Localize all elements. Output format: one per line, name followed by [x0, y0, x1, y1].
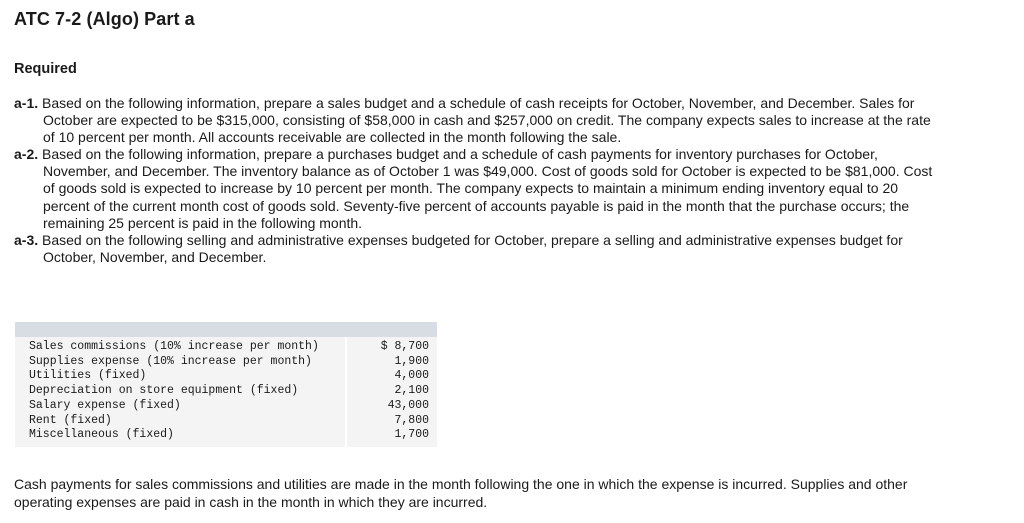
expense-label: Supplies expense (10% increase per month) — [15, 355, 346, 370]
expense-amount: 2,100 — [394, 384, 429, 398]
expense-table-container — [15, 322, 437, 447]
expense-amount: $ 8,700 — [380, 340, 429, 353]
expense-label: Salary expense (fixed) — [15, 399, 346, 414]
expense-label: Depreciation on store equipment (fixed) — [15, 384, 346, 399]
expense-amount: 7,800 — [394, 413, 429, 427]
table-header-bar — [15, 322, 437, 337]
expense-amount: 1,900 — [394, 354, 429, 368]
expense-amount: 43,000 — [387, 398, 429, 412]
table-row — [15, 337, 437, 355]
requirement-label: a-2. — [14, 146, 39, 163]
required-heading: Required — [14, 61, 77, 77]
table-row — [15, 355, 437, 370]
footer-note: Cash payments for sales commissions and utilities are made in the month following the one in which the expense is incurred. Supplies and other operating expenses are paid in cash in the month in which they are incurred. — [14, 476, 908, 510]
requirement-label: a-3. — [14, 231, 39, 248]
table-row — [15, 414, 437, 429]
expense-label: Miscellaneous (fixed) — [15, 428, 346, 447]
table-row — [15, 369, 437, 384]
requirement-text: Based on the following selling and administrative expenses budgeted for October, prepare a selling and administrative expenses budget for October, November, and December. — [42, 231, 903, 265]
requirement-text: Based on the following information, prepare a purchases budget and a schedule of cash payments for inventory purchases for October, November, and December. The inventory balance as of October 1 was $49,000. Cost of goods sold for October is expected to be $81,000. Cost of goods sold is expected to increase by 10 percent per month. The company expects to maintain a minimum ending inventory equal to 20 percent of the current month cost of goods sold. Seventy-five percent of accounts payable is paid in the month that the purchase occurs; the remaining 25 percent is paid in the following month. — [42, 146, 933, 231]
requirement-text: Based on the following information, prepare a sales budget and a schedule of cash receipts for October, November, and December. Sales for October are expected to be $315,000, consisting of $58,000 in cash and $257,000 on credit. The company expects sales to increase at the rate of 10 percent per month. All accounts receivable are collected in the month following the sale. — [42, 95, 931, 146]
requirements-list — [14, 95, 939, 266]
expense-label: Utilities (fixed) — [15, 369, 346, 384]
expense-amount: 4,000 — [394, 369, 429, 383]
requirement-label: a-1. — [14, 95, 39, 111]
expense-amount: 1,700 — [394, 428, 429, 442]
expense-label: Sales commissions (10% increase per month) — [15, 337, 346, 355]
requirement-a3 — [14, 232, 939, 266]
table-row — [15, 384, 437, 399]
expense-label: Rent (fixed) — [15, 414, 346, 429]
table-row — [15, 428, 437, 447]
requirement-a2 — [14, 146, 939, 231]
expense-table — [15, 337, 437, 447]
requirement-a1 — [14, 95, 939, 146]
page-title: ATC 7-2 (Algo) Part a — [14, 9, 195, 29]
table-row — [15, 399, 437, 414]
